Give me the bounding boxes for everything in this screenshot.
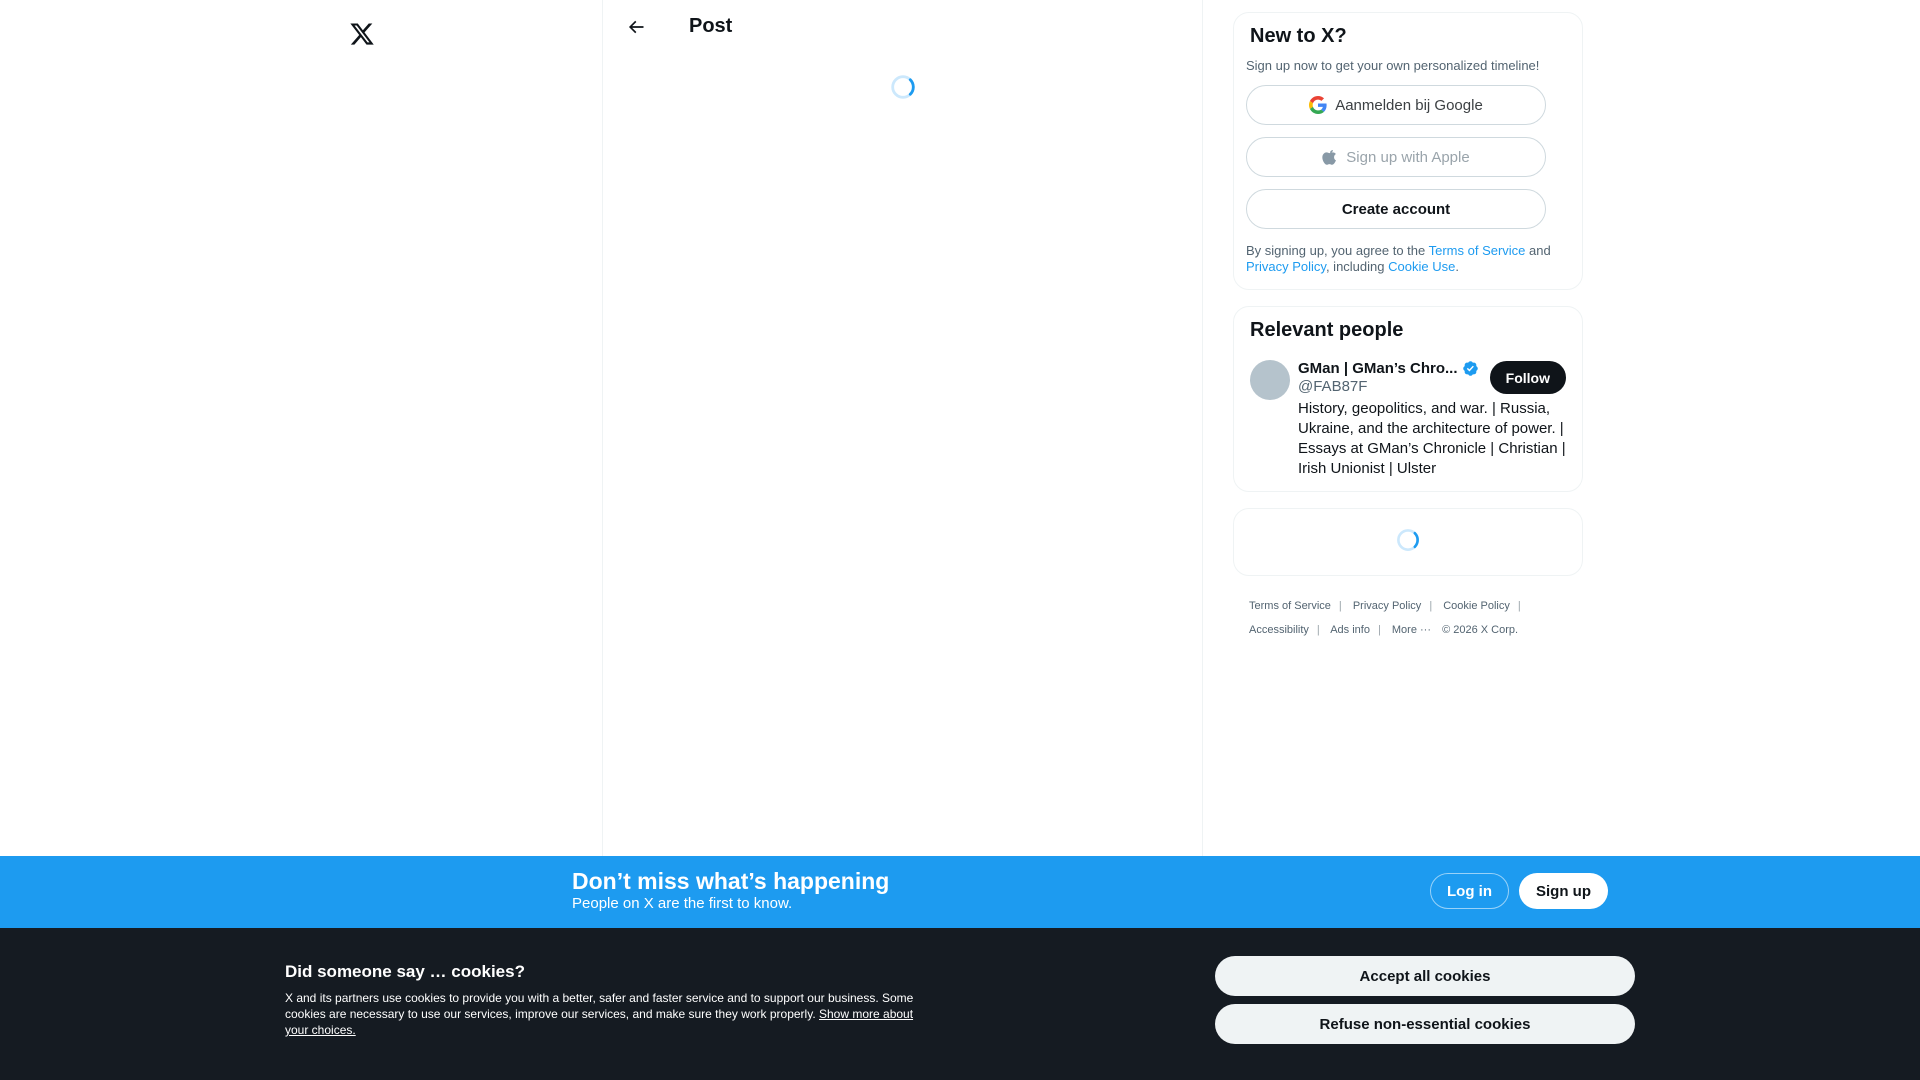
footer-cookie-link[interactable]: Cookie Policy xyxy=(1443,600,1510,612)
accept-all-cookies-button[interactable]: Accept all cookies xyxy=(1215,956,1635,996)
apple-signup-label: Sign up with Apple xyxy=(1346,148,1470,166)
cookie-use-link[interactable]: Cookie Use xyxy=(1388,259,1456,274)
person-bio: History, geopolitics, and war. | Russia, Ukraine, and the architecture of power. | Essays at GMan’s Chronicle | Christian | Irish Unionist | Ulster xyxy=(1298,400,1566,477)
signup-card xyxy=(1233,12,1583,290)
avatar[interactable] xyxy=(1250,360,1290,400)
bottom-bar-title: Don’t miss what’s happening xyxy=(572,868,890,894)
footer-more-link[interactable]: More ··· xyxy=(1391,624,1431,636)
bottom-bar-subtitle: People on X are the first to know. xyxy=(572,895,793,912)
arrow-left-icon[interactable] xyxy=(619,10,653,44)
apple-icon xyxy=(1322,148,1338,166)
main-column xyxy=(603,0,1203,856)
google-icon xyxy=(1309,96,1327,114)
follow-button[interactable]: Follow xyxy=(1490,361,1566,394)
terms-of-service-link[interactable]: Terms of Service xyxy=(1428,243,1526,258)
person-handle[interactable]: @FAB87F xyxy=(1298,378,1368,395)
left-navigation xyxy=(0,0,603,856)
footer-privacy-link[interactable]: Privacy Policy xyxy=(1352,600,1422,612)
google-signup-button[interactable] xyxy=(1246,85,1546,125)
right-sidebar xyxy=(1233,12,1583,642)
google-signup-label: Aanmelden bij Google xyxy=(1335,96,1483,114)
login-button[interactable]: Log in xyxy=(1430,873,1509,909)
footer-ads-link[interactable]: Ads info xyxy=(1330,624,1370,636)
privacy-policy-link[interactable]: Privacy Policy xyxy=(1246,259,1326,274)
spinner-icon xyxy=(1394,526,1422,559)
footer-accessibility-link[interactable]: Accessibility xyxy=(1249,624,1309,636)
bottom-signup-bar xyxy=(0,856,1920,928)
bottom-bar-text xyxy=(572,867,889,913)
relevant-people-title: Relevant people xyxy=(1250,319,1404,341)
cookie-choices-link[interactable]: Show more about your choices. xyxy=(285,1007,914,1037)
main-header xyxy=(603,0,1202,53)
footer-copyright: © 2026 X Corp. xyxy=(1442,624,1519,636)
relevant-people-card xyxy=(1233,306,1583,492)
loading-card xyxy=(1233,508,1583,576)
signup-card-subtitle: Sign up now to get your own personalized timeline! xyxy=(1246,58,1540,73)
x-logo-icon[interactable] xyxy=(336,8,388,60)
signup-legal-text: By signing up, you agree to the Terms of Service and Privacy Policy, including Cookie Use. xyxy=(1246,243,1551,274)
create-account-button[interactable]: Create account xyxy=(1246,189,1546,229)
footer-links: Terms of Service | Privacy Policy | Cookie Policy | Accessibility | Ads info | More ··· © 2026 X Corp. xyxy=(1249,600,1521,636)
cookie-banner-title: Did someone say … cookies? xyxy=(285,962,525,981)
spinner-icon xyxy=(888,72,918,102)
verified-badge-icon xyxy=(1462,360,1479,377)
cookie-banner xyxy=(0,928,1920,1080)
person-name[interactable]: GMan | GMan’s Chro... xyxy=(1298,359,1458,377)
cookie-banner-text: X and its partners use cookies to provide you with a better, safer and faster service and to support our business. Some cookies are necessary to use our services, improve our services, and make sure they work properly. Show more about your choices. xyxy=(285,991,914,1037)
apple-signup-button[interactable] xyxy=(1246,137,1546,177)
person-item[interactable] xyxy=(1250,358,1566,479)
refuse-cookies-button[interactable]: Refuse non-essential cookies xyxy=(1215,1004,1635,1044)
page-title: Post xyxy=(689,15,733,37)
footer-terms-link[interactable]: Terms of Service xyxy=(1249,600,1331,612)
signup-button[interactable]: Sign up xyxy=(1519,873,1608,909)
signup-card-title: New to X? xyxy=(1250,25,1347,47)
